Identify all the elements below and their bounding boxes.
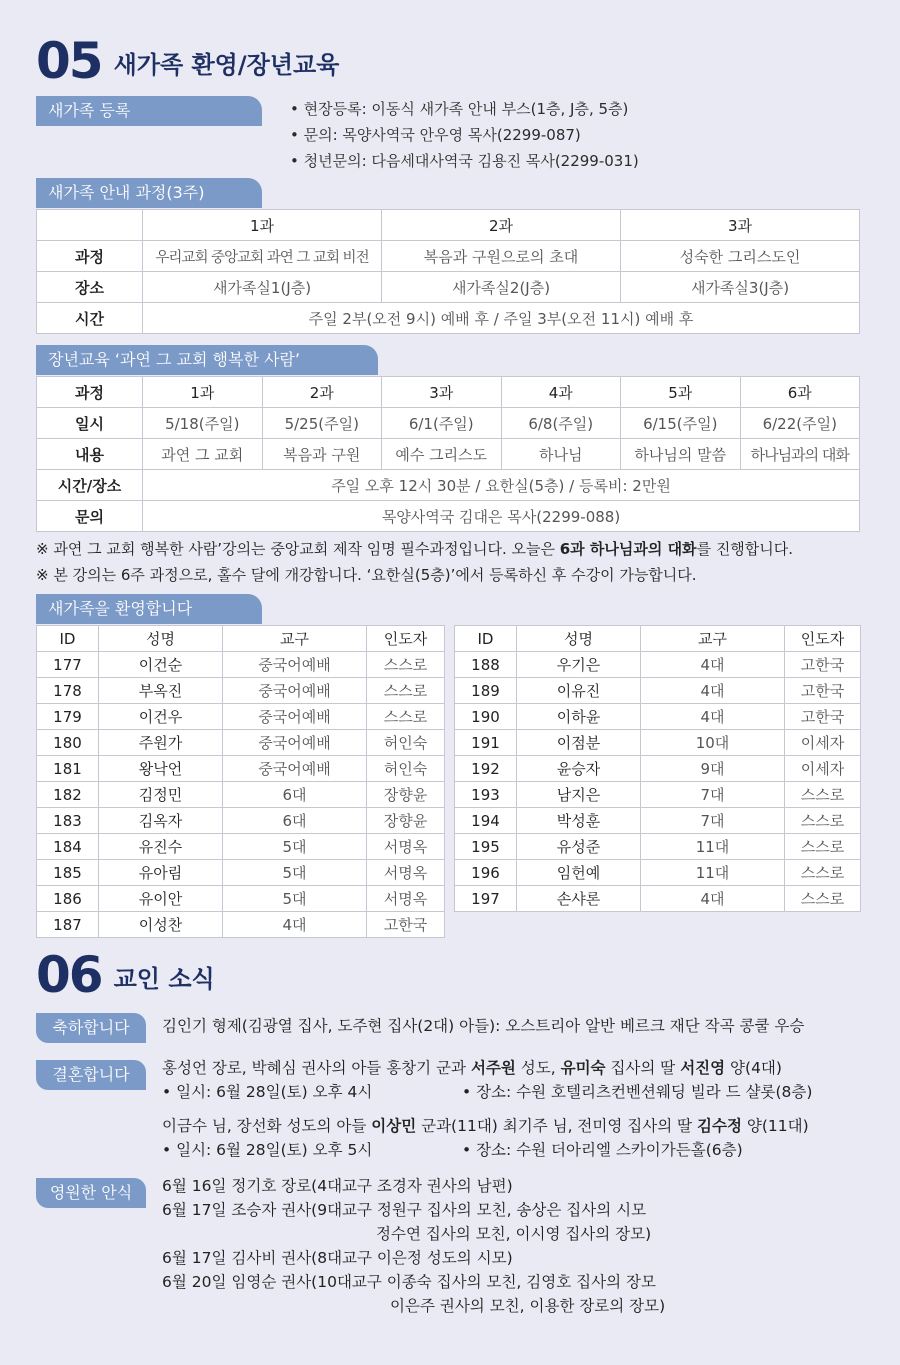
district-cell: 중국어예배 bbox=[223, 704, 367, 730]
header-cell: 인도자 bbox=[785, 626, 861, 652]
id-cell: 193 bbox=[455, 782, 517, 808]
table-cell: 목양사역국 김대은 목사(2299-088) bbox=[143, 501, 860, 532]
name-cell: 이성찬 bbox=[99, 912, 223, 938]
table-cell: 새가족실2(J층) bbox=[382, 272, 621, 303]
registration-info bbox=[290, 96, 639, 174]
table-row bbox=[455, 886, 861, 912]
name-cell: 우기은 bbox=[517, 652, 641, 678]
table-row bbox=[37, 272, 860, 303]
table-row bbox=[37, 730, 445, 756]
eternal-rest-tag: 영원한 안식 bbox=[36, 1178, 146, 1208]
table-row bbox=[37, 756, 445, 782]
table-row bbox=[37, 501, 860, 532]
table-row bbox=[37, 439, 860, 470]
wedding-line bbox=[162, 1056, 812, 1080]
id-cell: 177 bbox=[37, 652, 99, 678]
id-cell: 181 bbox=[37, 756, 99, 782]
id-cell: 178 bbox=[37, 678, 99, 704]
guide-cell: 서명옥 bbox=[367, 834, 445, 860]
table-cell: 5/18(주일) bbox=[143, 408, 263, 439]
table-cell: 하나님 bbox=[501, 439, 621, 470]
name-cell: 김옥자 bbox=[99, 808, 223, 834]
guide-cell: 고한국 bbox=[367, 912, 445, 938]
header-cell: ID bbox=[37, 626, 99, 652]
name-cell: 박성훈 bbox=[517, 808, 641, 834]
table-row bbox=[37, 652, 445, 678]
guide-cell: 스스로 bbox=[785, 782, 861, 808]
course-table bbox=[36, 209, 860, 334]
row-label: 일시 bbox=[37, 408, 143, 439]
eternal-rest-list bbox=[162, 1174, 665, 1318]
table-header-row bbox=[37, 377, 860, 408]
table-cell: 주일 오후 12시 30분 / 요한실(5층) / 등록비: 2만원 bbox=[143, 470, 860, 501]
table-cell: 성숙한 그리스도인 bbox=[621, 241, 860, 272]
new-family-table-left bbox=[36, 625, 445, 938]
table-row bbox=[37, 808, 445, 834]
text: 성도, bbox=[515, 1059, 561, 1077]
table-header-row bbox=[455, 626, 861, 652]
section-number: 05 bbox=[36, 32, 102, 90]
name-cell: 이하윤 bbox=[517, 704, 641, 730]
wedding-details bbox=[162, 1138, 809, 1162]
district-cell: 9대 bbox=[641, 756, 785, 782]
table-row bbox=[455, 834, 861, 860]
wedding-place: • 장소: 수원 호텔리츠컨벤션웨딩 빌라 드 샬롯(8층) bbox=[462, 1080, 812, 1104]
table-row bbox=[455, 652, 861, 678]
new-family-table-right bbox=[454, 625, 861, 912]
id-cell: 187 bbox=[37, 912, 99, 938]
id-cell: 197 bbox=[455, 886, 517, 912]
guide-cell: 스스로 bbox=[367, 678, 445, 704]
adult-education-tag: 장년교육 ‘과연 그 교회 행복한 사람’ bbox=[36, 345, 378, 375]
rest-line: 이은주 권사의 모친, 이용한 장로의 장모) bbox=[390, 1297, 666, 1315]
name-cell: 윤승자 bbox=[517, 756, 641, 782]
name: 이상민 bbox=[371, 1117, 417, 1135]
section-title: 새가족 환영/장년교육 bbox=[113, 51, 340, 79]
header-cell: 3과 bbox=[621, 210, 860, 241]
guide-cell: 스스로 bbox=[367, 704, 445, 730]
id-cell: 194 bbox=[455, 808, 517, 834]
guide-cell: 고한국 bbox=[785, 704, 861, 730]
table-row bbox=[37, 912, 445, 938]
name: 김수정 bbox=[697, 1117, 742, 1135]
wedding-tag: 결혼합니다 bbox=[36, 1060, 146, 1090]
table-cell: 새가족실1(J층) bbox=[143, 272, 382, 303]
congratulations-text: 김인기 형제(김광열 집사, 도주현 집사(2대) 아들): 오스트리아 알반 베르크 재단 작곡 콩쿨 우승 bbox=[162, 1017, 805, 1035]
table-row bbox=[37, 860, 445, 886]
name-cell: 김정민 bbox=[99, 782, 223, 808]
table-row bbox=[455, 704, 861, 730]
table-cell: 하나님과의 대화 bbox=[740, 439, 860, 470]
row-label: 내용 bbox=[37, 439, 143, 470]
header-cell: 성명 bbox=[517, 626, 641, 652]
table-row bbox=[455, 808, 861, 834]
guide-cell: 서명옥 bbox=[367, 860, 445, 886]
id-cell: 185 bbox=[37, 860, 99, 886]
id-cell: 186 bbox=[37, 886, 99, 912]
course-tag: 새가족 안내 과정(3주) bbox=[36, 178, 262, 208]
row-label: 과정 bbox=[37, 377, 143, 408]
guide-cell: 스스로 bbox=[785, 808, 861, 834]
district-cell: 7대 bbox=[641, 782, 785, 808]
district-cell: 4대 bbox=[641, 652, 785, 678]
note-text: 를 진행합니다. bbox=[696, 540, 794, 558]
id-cell: 179 bbox=[37, 704, 99, 730]
name-cell: 이건우 bbox=[99, 704, 223, 730]
district-cell: 중국어예배 bbox=[223, 678, 367, 704]
rest-line: 정수연 집사의 모친, 이시영 집사의 장모) bbox=[376, 1225, 652, 1243]
id-cell: 192 bbox=[455, 756, 517, 782]
name-cell: 부옥진 bbox=[99, 678, 223, 704]
table-row bbox=[37, 782, 445, 808]
note-text: ※ 과연 그 교회 행복한 사람’강의는 중앙교회 제작 임명 필수과정입니다. 오늘은 bbox=[36, 540, 560, 558]
guide-cell: 서명옥 bbox=[367, 886, 445, 912]
guide-cell: 이세자 bbox=[785, 730, 861, 756]
table-cell: 복음과 구원으로의 초대 bbox=[382, 241, 621, 272]
district-cell: 11대 bbox=[641, 834, 785, 860]
name-cell: 주원가 bbox=[99, 730, 223, 756]
guide-cell: 스스로 bbox=[785, 834, 861, 860]
name-cell: 유성준 bbox=[517, 834, 641, 860]
table-row bbox=[37, 241, 860, 272]
district-cell: 중국어예배 bbox=[223, 730, 367, 756]
wedding-1 bbox=[162, 1056, 812, 1104]
name: 서진영 bbox=[680, 1059, 726, 1077]
header-cell: 1과 bbox=[143, 210, 382, 241]
table-cell: 5/25(주일) bbox=[262, 408, 382, 439]
district-cell: 6대 bbox=[223, 808, 367, 834]
rest-line: 6월 20일 임영순 권사(10대교구 이종숙 집사의 모친, 김영호 집사의 장모 bbox=[162, 1273, 656, 1291]
id-cell: 195 bbox=[455, 834, 517, 860]
id-cell: 190 bbox=[455, 704, 517, 730]
header-cell: 5과 bbox=[621, 377, 741, 408]
rest-line: 6월 16일 정기호 장로(4대교구 조경자 권사의 남편) bbox=[162, 1177, 513, 1195]
table-row bbox=[37, 408, 860, 439]
welcome-tag: 새가족을 환영합니다 bbox=[36, 594, 262, 624]
table-row bbox=[37, 834, 445, 860]
id-cell: 188 bbox=[455, 652, 517, 678]
text: 양(4대) bbox=[725, 1059, 782, 1077]
district-cell: 4대 bbox=[223, 912, 367, 938]
guide-cell: 스스로 bbox=[785, 886, 861, 912]
guide-cell: 허인숙 bbox=[367, 730, 445, 756]
wedding-details bbox=[162, 1080, 812, 1104]
table-row bbox=[37, 886, 445, 912]
table-row bbox=[455, 730, 861, 756]
table-row bbox=[455, 782, 861, 808]
district-cell: 4대 bbox=[641, 704, 785, 730]
name-cell: 이유진 bbox=[517, 678, 641, 704]
table-row bbox=[455, 756, 861, 782]
table-cell: 예수 그리스도 bbox=[382, 439, 502, 470]
course-note bbox=[36, 538, 793, 559]
note-highlight: 6과 하나님과의 대화 bbox=[559, 540, 697, 558]
district-cell: 10대 bbox=[641, 730, 785, 756]
guide-cell: 고한국 bbox=[785, 678, 861, 704]
header-cell: 4과 bbox=[501, 377, 621, 408]
rest-line: 6월 17일 김사비 권사(8대교구 이은정 성도의 시모) bbox=[162, 1249, 513, 1267]
name-cell: 왕낙언 bbox=[99, 756, 223, 782]
table-cell: 6/22(주일) bbox=[740, 408, 860, 439]
table-row bbox=[37, 470, 860, 501]
section-06-header bbox=[36, 946, 215, 1004]
table-row bbox=[37, 303, 860, 334]
header-cell: 교구 bbox=[641, 626, 785, 652]
rest-line: 6월 17일 조승자 권사(9대교구 정원구 집사의 모친, 송상은 집사의 시모 bbox=[162, 1201, 647, 1219]
row-label: 시간 bbox=[37, 303, 143, 334]
row-label: 문의 bbox=[37, 501, 143, 532]
row-label: 시간/장소 bbox=[37, 470, 143, 501]
header-cell: 6과 bbox=[740, 377, 860, 408]
table-cell: 과연 그 교회 bbox=[143, 439, 263, 470]
guide-cell: 장향윤 bbox=[367, 808, 445, 834]
name-cell: 남지은 bbox=[517, 782, 641, 808]
text: 양(11대) bbox=[741, 1117, 809, 1135]
name-cell: 유이안 bbox=[99, 886, 223, 912]
table-cell: 6/15(주일) bbox=[621, 408, 741, 439]
table-cell: 6/1(주일) bbox=[382, 408, 502, 439]
corner-cell bbox=[37, 210, 143, 241]
district-cell: 5대 bbox=[223, 834, 367, 860]
wedding-date: • 일시: 6월 28일(토) 오후 5시 bbox=[162, 1138, 462, 1162]
table-cell: 주일 2부(오전 9시) 예배 후 / 주일 3부(오전 11시) 예배 후 bbox=[143, 303, 860, 334]
text: 이금수 님, 장선화 성도의 아들 bbox=[162, 1117, 372, 1135]
congratulations-tag: 축하합니다 bbox=[36, 1013, 146, 1043]
row-label: 과정 bbox=[37, 241, 143, 272]
wedding-line bbox=[162, 1114, 809, 1138]
guide-cell: 스스로 bbox=[367, 652, 445, 678]
registration-line: • 청년문의: 다음세대사역국 김용진 목사(2299-031) bbox=[290, 148, 639, 174]
text: 군과(11대) 최기주 님, 전미영 집사의 딸 bbox=[416, 1117, 698, 1135]
table-row bbox=[37, 678, 445, 704]
id-cell: 189 bbox=[455, 678, 517, 704]
table-cell: 복음과 구원 bbox=[262, 439, 382, 470]
header-cell: ID bbox=[455, 626, 517, 652]
section-number: 06 bbox=[36, 946, 102, 1004]
registration-line: • 문의: 목양사역국 안우영 목사(2299-087) bbox=[290, 122, 639, 148]
district-cell: 5대 bbox=[223, 860, 367, 886]
guide-cell: 허인숙 bbox=[367, 756, 445, 782]
table-cell: 새가족실3(J층) bbox=[621, 272, 860, 303]
text: 집사의 딸 bbox=[605, 1059, 681, 1077]
section-05-header bbox=[36, 32, 340, 90]
table-row bbox=[455, 860, 861, 886]
table-row bbox=[455, 678, 861, 704]
name-cell: 손샤론 bbox=[517, 886, 641, 912]
wedding-place: • 장소: 수원 더아리엘 스카이가든홀(6층) bbox=[462, 1138, 743, 1162]
table-cell: 우리교회 중앙교회 과연 그 교회 비전 bbox=[143, 241, 382, 272]
registration-line: • 현장등록: 이동식 새가족 안내 부스(1층, J층, 5층) bbox=[290, 96, 639, 122]
header-cell: 인도자 bbox=[367, 626, 445, 652]
id-cell: 180 bbox=[37, 730, 99, 756]
name-cell: 임헌예 bbox=[517, 860, 641, 886]
table-header-row bbox=[37, 626, 445, 652]
district-cell: 4대 bbox=[641, 678, 785, 704]
section-title: 교인 소식 bbox=[113, 965, 215, 993]
id-cell: 182 bbox=[37, 782, 99, 808]
name-cell: 이건순 bbox=[99, 652, 223, 678]
name: 서주원 bbox=[470, 1059, 516, 1077]
schedule-note: ※ 본 강의는 6주 과정으로, 홀수 달에 개강합니다. ‘요한실(5층)’에서 등록하신 후 수강이 가능합니다. bbox=[36, 566, 697, 584]
header-cell: 2과 bbox=[262, 377, 382, 408]
header-cell: 1과 bbox=[143, 377, 263, 408]
guide-cell: 고한국 bbox=[785, 652, 861, 678]
district-cell: 중국어예배 bbox=[223, 756, 367, 782]
header-cell: 성명 bbox=[99, 626, 223, 652]
adult-education-table bbox=[36, 376, 860, 532]
id-cell: 184 bbox=[37, 834, 99, 860]
district-cell: 5대 bbox=[223, 886, 367, 912]
wedding-2 bbox=[162, 1114, 809, 1162]
wedding-date: • 일시: 6월 28일(토) 오후 4시 bbox=[162, 1080, 462, 1104]
text: 홍성언 장로, 박혜심 권사의 아들 홍창기 군과 bbox=[162, 1059, 471, 1077]
id-cell: 196 bbox=[455, 860, 517, 886]
header-cell: 교구 bbox=[223, 626, 367, 652]
table-cell: 6/8(주일) bbox=[501, 408, 621, 439]
name-cell: 유진수 bbox=[99, 834, 223, 860]
header-cell: 3과 bbox=[382, 377, 502, 408]
district-cell: 7대 bbox=[641, 808, 785, 834]
guide-cell: 장향윤 bbox=[367, 782, 445, 808]
guide-cell: 스스로 bbox=[785, 860, 861, 886]
table-cell: 하나님의 말씀 bbox=[621, 439, 741, 470]
id-cell: 183 bbox=[37, 808, 99, 834]
id-cell: 191 bbox=[455, 730, 517, 756]
table-row bbox=[37, 704, 445, 730]
name-cell: 이점분 bbox=[517, 730, 641, 756]
name: 유미숙 bbox=[560, 1059, 606, 1077]
guide-cell: 이세자 bbox=[785, 756, 861, 782]
district-cell: 중국어예배 bbox=[223, 652, 367, 678]
name-cell: 유아림 bbox=[99, 860, 223, 886]
row-label: 장소 bbox=[37, 272, 143, 303]
district-cell: 6대 bbox=[223, 782, 367, 808]
district-cell: 4대 bbox=[641, 886, 785, 912]
newfamily-registration-tag: 새가족 등록 bbox=[36, 96, 262, 126]
district-cell: 11대 bbox=[641, 860, 785, 886]
table-header-row bbox=[37, 210, 860, 241]
header-cell: 2과 bbox=[382, 210, 621, 241]
